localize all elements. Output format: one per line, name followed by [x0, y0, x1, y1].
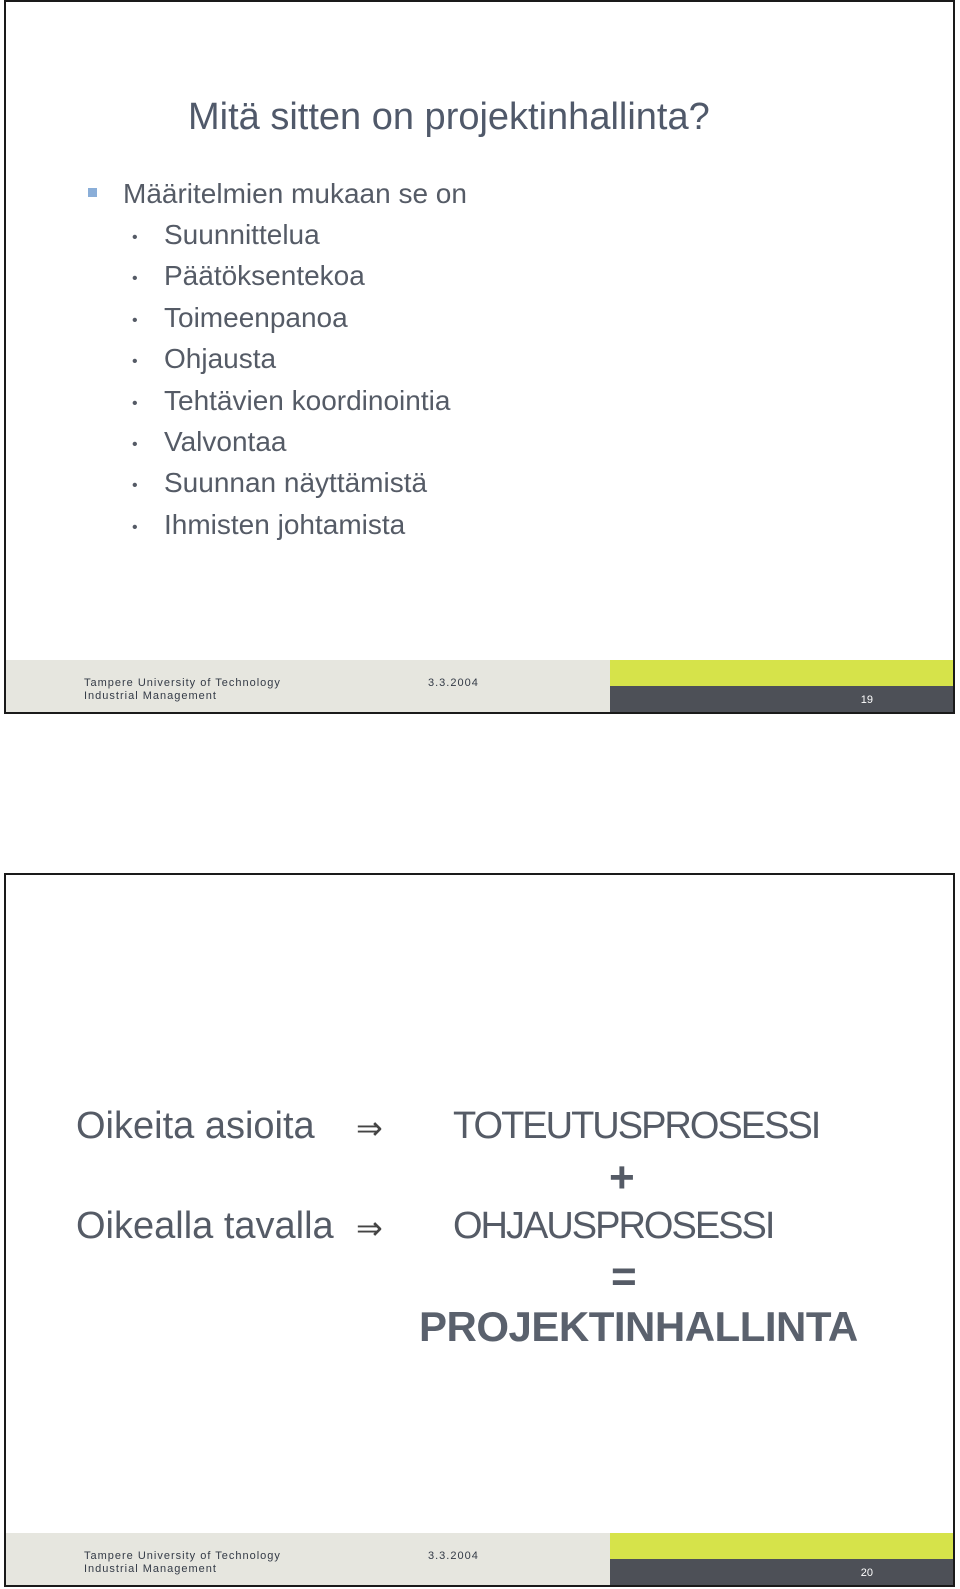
plus-sign: + [609, 1153, 635, 1202]
bullet-dot-icon: • [132, 518, 138, 536]
row1-left: Oikeita asioita [76, 1105, 315, 1147]
footer-date: 3.3.2004 [428, 677, 479, 689]
slide-19: Mitä sitten on projektinhallinta? Määritelmien mukaan se on • Suunnittelua • Päätöksentekoa • Toimeenpanoa • Ohjausta • Tehtävien koordinointia • Valvontaa • Suunnan näyttämistä • Ihmisten johtamista Tampere University of Technology Industrial Management 3.3.2004 19 [4, 0, 955, 714]
row1-right: TOTEUTUSPROSESSI [453, 1105, 820, 1147]
page-number: 19 [860, 694, 873, 706]
footer-dept: Industrial Management [84, 690, 217, 702]
bullet-dot-icon: • [132, 270, 138, 288]
footer-date: 3.3.2004 [428, 1550, 479, 1562]
equals-sign: = [611, 1252, 637, 1301]
slide-footer [6, 660, 953, 712]
bullet-dot-icon: • [132, 477, 138, 495]
bullet-dot-icon: • [132, 435, 138, 453]
footer-org: Tampere University of Technology [84, 677, 281, 689]
bullet-dot-icon: • [132, 394, 138, 412]
bullet-dot-icon: • [132, 229, 138, 246]
square-bullet-icon [88, 188, 97, 197]
slide-20 [4, 873, 955, 1587]
slide-title: Mitä sitten on projektinhallinta? [188, 96, 710, 138]
bullet-dot-icon: • [132, 353, 138, 371]
implies-arrow-icon: ⇒ [356, 1210, 383, 1246]
footer-dept: Industrial Management [84, 1563, 217, 1575]
implies-arrow-icon: ⇒ [356, 1110, 383, 1146]
page-number: 20 [860, 1567, 873, 1579]
footer-org: Tampere University of Technology [84, 1550, 281, 1562]
row2-right: OHJAUSPROSESSI [453, 1205, 774, 1247]
result-text: PROJEKTINHALLINTA [419, 1303, 858, 1350]
slide-footer [6, 1533, 953, 1585]
row2-left: Oikealla tavalla [76, 1205, 334, 1247]
intro-text: Määritelmien mukaan se on [123, 178, 467, 209]
bullet-dot-icon: • [132, 311, 138, 329]
